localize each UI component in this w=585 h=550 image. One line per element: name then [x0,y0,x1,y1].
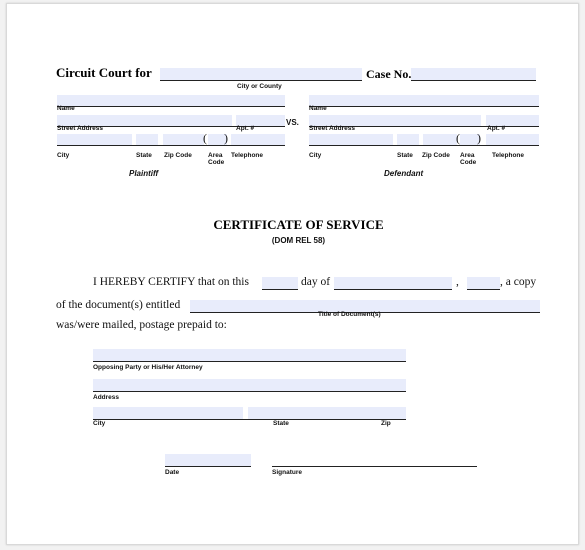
versus-label: VS. [286,118,299,127]
defendant-street-label: Street Address [309,125,355,132]
defendant-area-label: Area [460,152,475,159]
signature-underline[interactable] [272,466,477,467]
defendant-city-label: City [309,152,322,159]
recipient-state-label: State [273,420,289,427]
plaintiff-code-label: Code [208,159,225,166]
recipient-zip-label: Zip [381,420,391,427]
case-number-field[interactable] [411,68,536,80]
plaintiff-apt-label: Apt. # [236,125,255,132]
document-title-caption: Title of Document(s) [318,311,381,318]
day-of-text: day of [301,276,331,288]
year-underline [467,289,500,290]
recipient-city-label: City [93,420,106,427]
defendant-state-field[interactable] [397,134,419,145]
comma-text: , [456,276,459,288]
defendant-paren-close: ) [477,131,481,145]
plaintiff-city-label: City [57,152,70,159]
plaintiff-city-underline [57,145,285,146]
recipient-state-zip-field[interactable] [248,407,406,419]
defendant-zip-label: Zip Code [422,152,450,159]
defendant-telephone-field[interactable] [486,134,539,145]
plaintiff-state-label: State [136,152,152,159]
defendant-city-underline [309,145,539,146]
defendant-zip-field[interactable] [423,134,457,145]
plaintiff-telephone-field[interactable] [231,134,285,145]
certify-text: I HEREBY CERTIFY that on this [93,276,249,288]
document-page [6,3,579,545]
opposing-party-label: Opposing Party or His/Her Attorney [93,364,203,371]
defendant-telephone-label: Telephone [492,152,525,159]
plaintiff-zip-label: Zip Code [164,152,192,159]
date-underline [165,466,251,467]
month-field[interactable] [334,277,452,289]
mailed-text: was/were mailed, postage prepaid to: [56,319,227,331]
day-underline [262,289,298,290]
plaintiff-paren-close: ) [224,131,228,145]
plaintiff-city-field[interactable] [57,134,132,145]
plaintiff-telephone-label: Telephone [231,152,264,159]
defendant-name-label: Name [309,105,327,112]
recipient-address-label: Address [93,394,120,401]
defendant-apt-label: Apt. # [487,125,506,132]
certificate-subtitle: (DOM REL 58) [271,236,326,245]
city-county-caption: City or County [237,83,282,90]
defendant-name-field[interactable] [309,95,539,106]
recipient-address-field[interactable] [93,379,406,391]
year-field[interactable] [467,277,500,289]
month-underline [334,289,452,290]
court-county-field[interactable] [160,68,362,80]
plaintiff-name-label: Name [57,105,75,112]
court-county-underline [160,80,362,81]
date-field[interactable] [165,454,251,466]
plaintiff-state-field[interactable] [136,134,158,145]
document-entitled-text: of the document(s) entitled [56,299,181,311]
defendant-state-label: State [397,152,413,159]
defendant-paren-open: ( [456,131,460,145]
plaintiff-area-label: Area [208,152,223,159]
plaintiff-zip-field[interactable] [163,134,204,145]
plaintiff-street-label: Street Address [57,125,103,132]
opposing-party-field[interactable] [93,349,406,361]
day-field[interactable] [262,277,298,289]
plaintiff-paren-open: ( [203,131,207,145]
recipient-city-field[interactable] [93,407,243,419]
case-number-label: Case No. [366,67,412,81]
recipient-city-underline [93,419,406,420]
plaintiff-role-label: Plaintiff [129,169,159,178]
signature-label: Signature [272,469,302,476]
opposing-party-underline [93,361,406,362]
defendant-code-label: Code [460,159,477,166]
defendant-role-label: Defendant [384,169,424,178]
certificate-title: CERTIFICATE OF SERVICE [213,217,384,232]
recipient-address-underline [93,391,406,392]
defendant-name-underline [309,106,539,107]
date-label: Date [165,469,180,476]
plaintiff-name-field[interactable] [57,95,285,106]
a-copy-text: , a copy [500,276,537,288]
plaintiff-name-underline [57,106,285,107]
court-label: Circuit Court for [56,65,152,80]
case-number-underline [411,80,536,81]
defendant-city-field[interactable] [309,134,393,145]
